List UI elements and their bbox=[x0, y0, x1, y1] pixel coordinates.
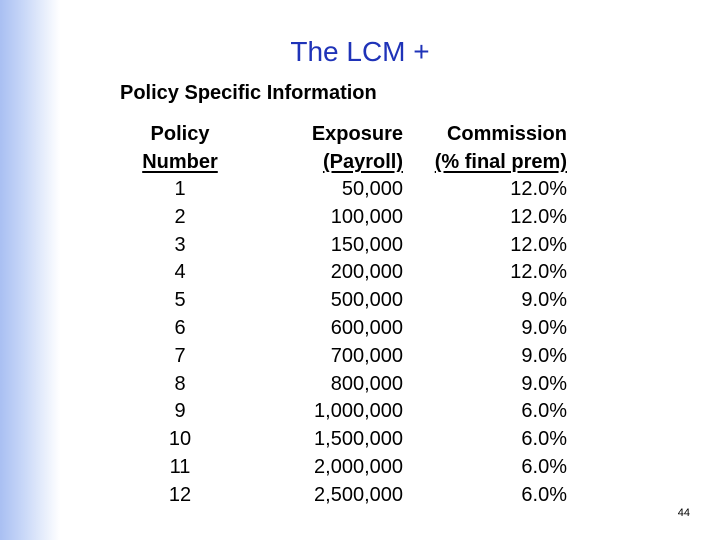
commission-cell: 12.0% bbox=[510, 261, 567, 284]
exposure-header-line-2: (Payroll) bbox=[322, 151, 403, 173]
policy-number-column bbox=[130, 120, 230, 510]
exposure-cell: 50,000 bbox=[341, 178, 403, 200]
exposure-cell: 800,000 bbox=[330, 372, 403, 395]
commission-cell: 9.0% bbox=[521, 372, 567, 395]
page-number: 44 bbox=[677, 507, 690, 519]
exposure-cell: 1,500,000 bbox=[314, 428, 403, 451]
policy-cell: 5 bbox=[174, 289, 186, 312]
exposure-column bbox=[265, 120, 403, 510]
side-gradient-decoration bbox=[0, 0, 60, 540]
commission-cell: 12.0% bbox=[510, 233, 567, 256]
commission-header-line-2: (% final prem) bbox=[434, 151, 567, 173]
commission-cells bbox=[405, 176, 567, 510]
policy-header-line-1: Policy bbox=[150, 123, 210, 145]
exposure-cell: 200,000 bbox=[330, 261, 403, 284]
policy-cell: 10 bbox=[168, 428, 192, 451]
policy-cell: 11 bbox=[169, 455, 191, 478]
commission-cell: 9.0% bbox=[521, 344, 567, 367]
exposure-cell: 150,000 bbox=[330, 233, 403, 256]
exposure-cell: 500,000 bbox=[330, 289, 403, 312]
exposure-cell: 100,000 bbox=[330, 205, 403, 228]
policy-cell: 4 bbox=[174, 261, 186, 284]
policy-number-cells bbox=[130, 176, 230, 510]
exposure-cell: 600,000 bbox=[330, 316, 403, 339]
commission-cell: 9.0% bbox=[521, 289, 567, 312]
exposure-cells bbox=[265, 176, 403, 510]
section-heading: Policy Specific Information bbox=[120, 82, 377, 104]
commission-cell: 6.0% bbox=[521, 428, 567, 451]
policy-cell: 8 bbox=[174, 372, 186, 395]
exposure-header-line-1: Exposure bbox=[311, 123, 403, 145]
commission-cell: 9.0% bbox=[521, 316, 567, 339]
commission-header-line-1: Commission bbox=[446, 123, 567, 145]
commission-cell: 6.0% bbox=[521, 400, 567, 423]
slide-title: The LCM + bbox=[290, 36, 430, 67]
policy-cell: 2 bbox=[174, 205, 186, 228]
commission-cell: 12.0% bbox=[510, 178, 567, 200]
commission-header bbox=[405, 120, 567, 176]
policy-cell: 1 bbox=[174, 178, 186, 200]
policy-cell: 6 bbox=[174, 316, 186, 339]
commission-cell: 6.0% bbox=[521, 483, 567, 506]
policy-number-header bbox=[130, 120, 230, 176]
policy-cell: 9 bbox=[174, 400, 186, 423]
exposure-cell: 700,000 bbox=[330, 344, 403, 367]
policy-cell: 3 bbox=[174, 233, 186, 256]
exposure-cell: 2,000,000 bbox=[314, 455, 403, 478]
policy-header-line-2: Number bbox=[142, 151, 218, 173]
policy-cell: 7 bbox=[174, 344, 186, 367]
exposure-cell: 1,000,000 bbox=[314, 400, 403, 423]
commission-cell: 6.0% bbox=[521, 455, 567, 478]
commission-column bbox=[405, 120, 567, 510]
commission-cell: 12.0% bbox=[510, 205, 567, 228]
policy-cell: 12 bbox=[168, 483, 192, 506]
exposure-header bbox=[265, 120, 403, 176]
exposure-cell: 2,500,000 bbox=[314, 483, 403, 506]
